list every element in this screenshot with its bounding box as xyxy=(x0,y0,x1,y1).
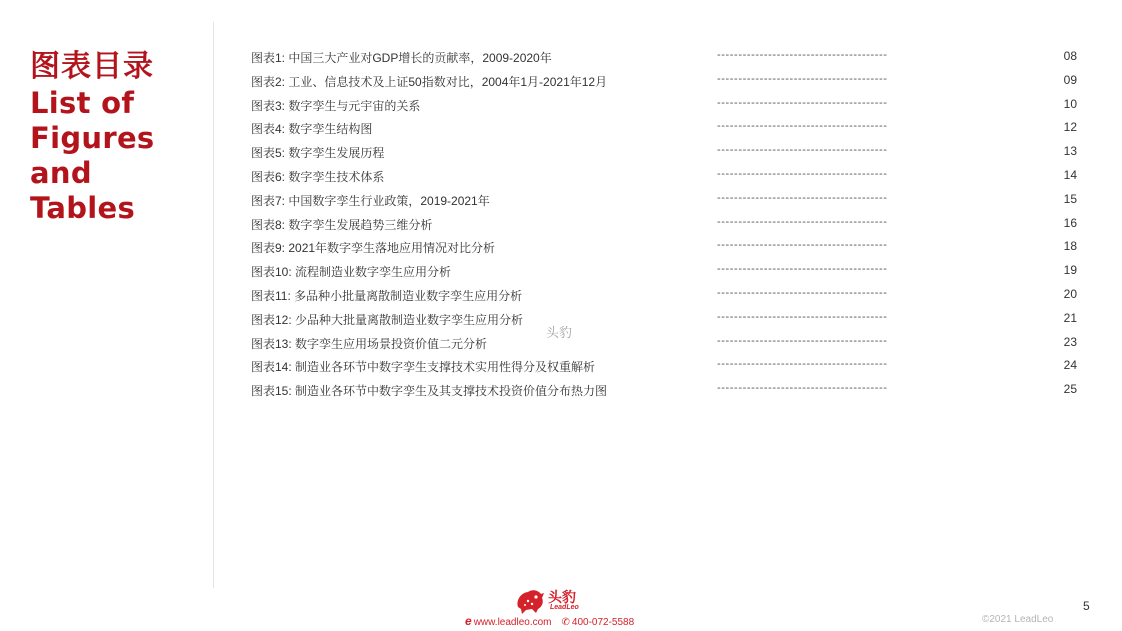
toc-leader: ---------------------------------------- xyxy=(717,286,888,299)
page-number: 5 xyxy=(1083,599,1090,613)
toc-label: 图表8: 数字孪生发展趋势三维分析 xyxy=(251,217,433,232)
toc-leader: ---------------------------------------- xyxy=(717,120,888,133)
toc-page-number: 23 xyxy=(1063,334,1077,349)
toc-row[interactable] xyxy=(251,93,1081,117)
toc-page-number: 16 xyxy=(1063,215,1077,230)
toc-label: 图表9: 2021年数字孪生落地应用情况对比分析 xyxy=(251,241,496,256)
title-en-line-1: List of xyxy=(30,86,135,120)
toc-page-number: 08 xyxy=(1063,49,1077,63)
toc-leader: ---------------------------------------- xyxy=(717,382,888,395)
title-cn: 图表目录 xyxy=(30,49,154,84)
toc-leader: ---------------------------------------- xyxy=(717,96,888,109)
toc-leader: ---------------------------------------- xyxy=(717,334,888,347)
toc-page-number: 20 xyxy=(1063,286,1077,301)
website-link[interactable]: www.leadleo.com xyxy=(473,617,552,628)
toc-label: 图表2: 工业、信息技术及上证50指数对比，2004年1月-2021年12月 xyxy=(251,74,608,89)
toc-page-number: 09 xyxy=(1063,72,1077,87)
toc-label: 图表4: 数字孪生结构图 xyxy=(251,122,373,137)
toc-row[interactable] xyxy=(251,283,1081,307)
logo-text-cn: 头豹 xyxy=(548,589,576,605)
copyright: ©2021 LeadLeo xyxy=(982,614,1054,625)
toc-leader: ---------------------------------------- xyxy=(717,215,888,228)
vertical-divider xyxy=(213,22,214,588)
toc-row[interactable] xyxy=(251,188,1081,212)
toc-row[interactable] xyxy=(251,45,1081,69)
toc-page-number: 14 xyxy=(1063,167,1077,182)
toc-label: 图表3: 数字孪生与元宇宙的关系 xyxy=(251,98,421,113)
toc-row[interactable] xyxy=(251,354,1081,378)
toc-page-number: 24 xyxy=(1063,358,1077,373)
logo-text-en: LeadLeo xyxy=(550,604,579,611)
toc-label: 图表10: 流程制造业数字孪生应用分析 xyxy=(251,265,452,280)
toc-label: 图表1: 中国三大产业对GDP增长的贡献率，2009-2020年 xyxy=(251,51,552,65)
toc-page-number: 18 xyxy=(1063,239,1077,254)
toc-page-number: 15 xyxy=(1063,191,1077,206)
toc-row[interactable] xyxy=(251,378,1081,402)
toc-leader: ---------------------------------------- xyxy=(717,263,888,276)
toc-row[interactable] xyxy=(251,212,1081,236)
toc-row[interactable] xyxy=(251,140,1081,164)
leopard-logo-icon xyxy=(514,587,546,615)
toc-page-number: 19 xyxy=(1063,263,1077,278)
watermark: 头豹 xyxy=(546,325,573,340)
toc-leader: ---------------------------------------- xyxy=(717,239,888,252)
toc-label: 图表5: 数字孪生发展历程 xyxy=(251,146,385,161)
toc-leader: ---------------------------------------- xyxy=(717,144,888,157)
toc-row[interactable] xyxy=(251,235,1081,259)
toc-leader: ---------------------------------------- xyxy=(717,167,888,180)
toc-row[interactable] xyxy=(251,69,1081,93)
toc-label: 图表7: 中国数字孪生行业政策，2019-2021年 xyxy=(251,193,490,208)
toc-leader: ---------------------------------------- xyxy=(717,72,888,85)
toc-label: 图表13: 数字孪生应用场景投资价值二元分析 xyxy=(251,336,488,351)
toc-leader: ---------------------------------------- xyxy=(717,191,888,204)
page-title xyxy=(30,48,205,226)
toc-label: 图表12: 少品种大批量离散制造业数字孪生应用分析 xyxy=(251,312,524,327)
toc-page-number: 12 xyxy=(1063,120,1077,135)
toc-label: 图表11: 多品种小批量离散制造业数字孪生应用分析 xyxy=(251,288,523,303)
toc-page-number: 10 xyxy=(1063,96,1077,111)
toc-row[interactable] xyxy=(251,331,1081,355)
title-en-line-3: and Tables xyxy=(30,156,136,225)
toc-label: 图表6: 数字孪生技术体系 xyxy=(251,169,385,184)
toc-leader: ---------------------------------------- xyxy=(717,310,888,323)
toc-leader: ---------------------------------------- xyxy=(717,49,888,61)
e-icon: e xyxy=(465,614,472,628)
toc-row[interactable] xyxy=(251,307,1081,331)
toc-label: 图表14: 制造业各环节中数字孪生支撑技术实用性得分及权重解析 xyxy=(251,360,596,375)
toc-page-number: 21 xyxy=(1063,310,1077,325)
toc-row[interactable] xyxy=(251,164,1081,188)
toc-row[interactable] xyxy=(251,259,1081,283)
phone-icon: ✆ xyxy=(561,617,570,628)
toc-leader: ---------------------------------------- xyxy=(717,358,888,371)
title-en-line-2: Figures xyxy=(30,121,155,155)
toc-page-number: 25 xyxy=(1063,382,1077,397)
toc-list xyxy=(251,45,1081,402)
toc-page-number: 13 xyxy=(1063,144,1077,159)
toc-row[interactable] xyxy=(251,116,1081,140)
toc-label: 图表15: 制造业各环节中数字孪生及其支撑技术投资价值分布热力图 xyxy=(251,384,608,399)
footer-logo xyxy=(514,585,584,615)
phone-number: 400-072-5588 xyxy=(571,617,635,628)
footer-contact xyxy=(465,614,634,628)
